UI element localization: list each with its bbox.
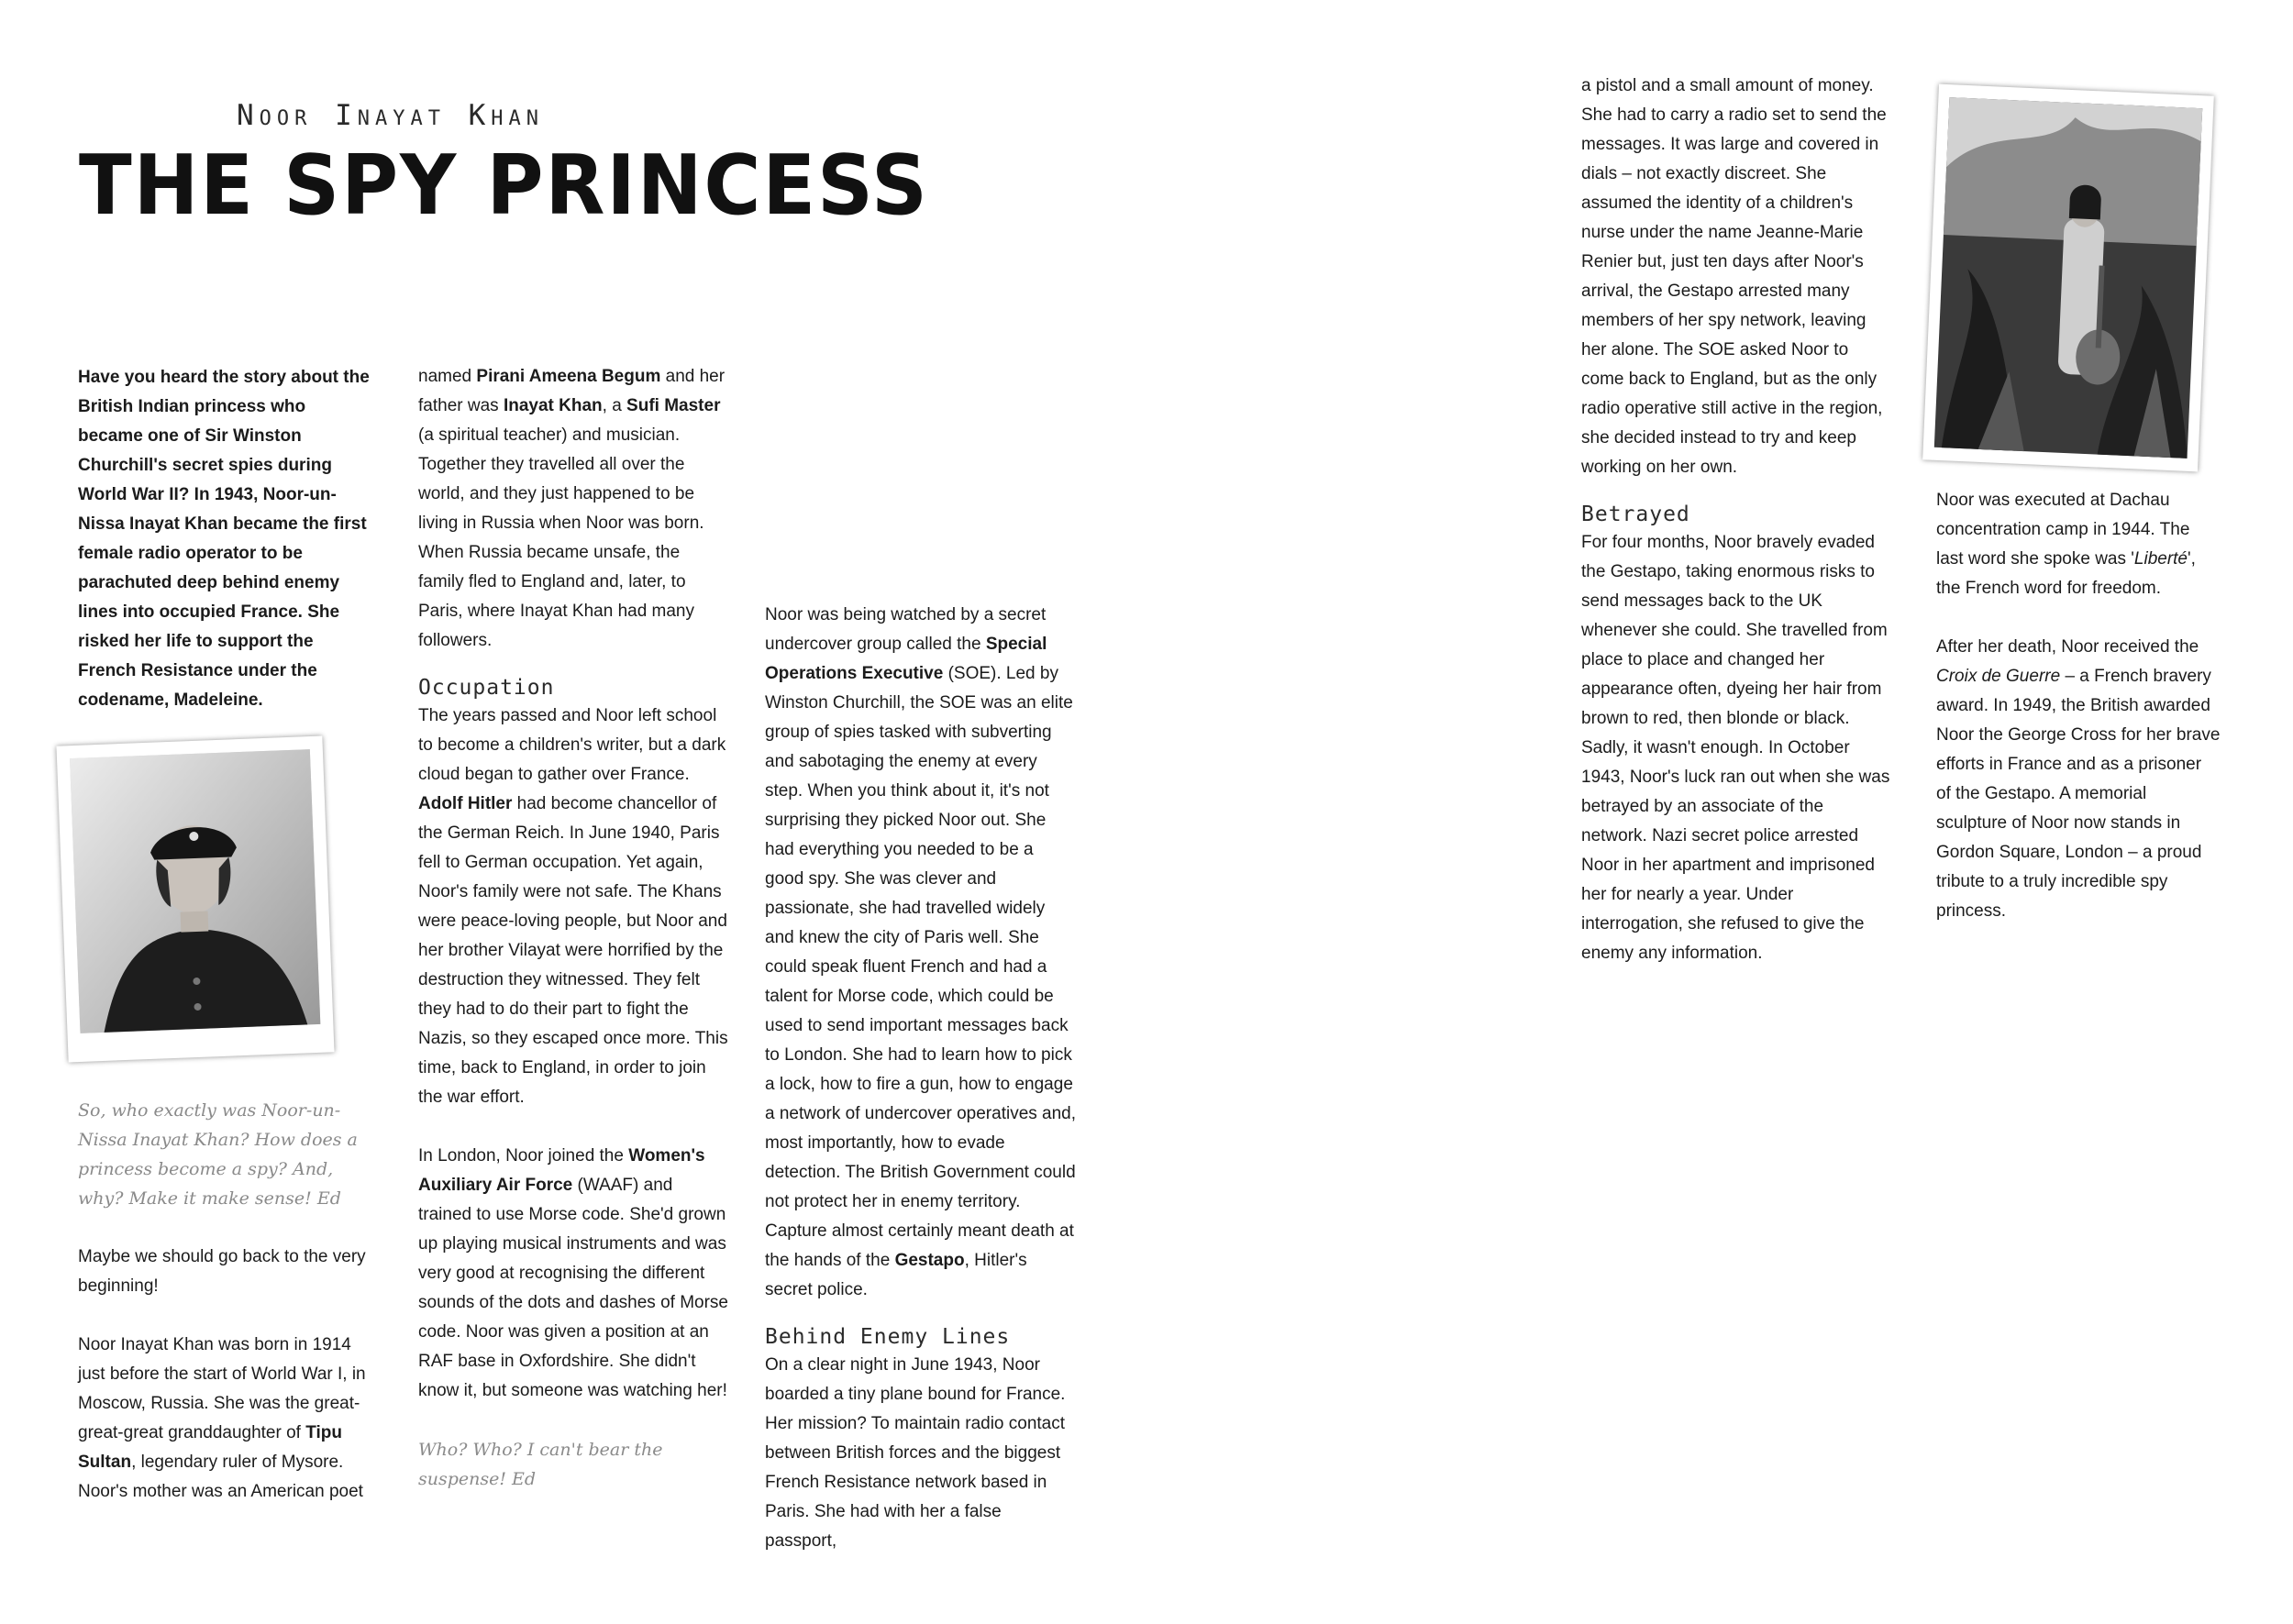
heading-betrayed: Betrayed	[1581, 503, 1690, 526]
heading-behind-enemy-lines: Behind Enemy Lines	[765, 1325, 1011, 1349]
paragraph-soe: Noor was being watched by a secret undercover group called the Special Operations Executive (SOE). Led by Winston Churchill, the SOE was an elite group of spies tasked with subverting and sabotaging the enemy at every step. When you think about it, it's not surprising they picked Noor out. She had everything you needed to be a good spy. She was clever and passionate, she had travelled widely and knew the city of Paris well. She could speak fluent French and had a talent for Morse code, which could be used to send important messages back to London. She had to learn how to pick a lock, how to fire a gun, how to engage a network of undercover operatives and, most importantly, how to evade detection. The British Government could not protect her in enemy territory. Capture almost certainly meant death at the hands of the Gestapo, Hitler's secret police.	[765, 605, 1077, 1299]
column-1	[78, 363, 371, 715]
portrait-garden-image	[1922, 84, 2214, 472]
editor-note-1: So, who exactly was Noor-un-Nissa Inayat Khan? How does a princess become a spy? And, why? Make it make sense! Ed	[78, 1100, 358, 1209]
column-1-lower	[78, 1096, 371, 1507]
paragraph-radio: a pistol and a small amount of money. She had to carry a radio set to send the messages. It was large and covered in dials – not exactly discreet. She assumed the identity of a children's nurse under the name Jeanne-Marie Renier but, just ten days after Noor's arrival, the Gestapo arrested many members of her spy network, leaving her alone. The SOE asked Noor to come back to England, but as the only radio operative still active in the region, she decided instead to try and keep working on her own.	[1581, 76, 1887, 477]
paragraph-occupation: The years passed and Noor left school to become a children's writer, but a dark cloud began to gather over France. Adolf Hitler had become chancellor of the German Reich. In June 1940, Paris fell to German occupation. Yet again, Noor's family were not safe. The Khans were peace-loving people, but Noor and her brother Vilayat were horrified by the destruction they witnessed. They felt they had to do their part to fight the Nazis, so they escaped once more. This time, back to England, in order to join the war effort.	[418, 706, 728, 1107]
paragraph-legacy: After her death, Noor received the Croix de Guerre – a French bravery award. In 1949, the British awarded Noor the George Cross for her brave efforts in France and as a prisoner of the Gestapo. A memorial sculpture of Noor now stands in Gordon Square, London – a proud tribute to a truly incredible spy princess.	[1936, 637, 2221, 921]
paragraph-parents: named Pirani Ameena Begum and her father was Inayat Khan, a Sufi Master (a spiritual teacher) and musician. Together they travelled all over the world, and they just happened to be living in Russia when Noor was born. When Russia became unsafe, the family fled to England and, later, to Paris, where Inayat Khan had many followers.	[418, 367, 726, 650]
intro-paragraph: Have you heard the story about the British Indian princess who became one of Sir Winston Churchill's secret spies during World War II? In 1943, Noor-un-Nissa Inayat Khan became the first female radio operator to be parachuted deep behind enemy lines into occupied France. She risked her life to support the French Resistance under the codename, Madeleine.	[78, 368, 370, 710]
portrait-uniform-image	[56, 736, 334, 1063]
portrait-photo-garden	[1922, 84, 2214, 472]
paragraph-beginning: Maybe we should go back to the very beginning!	[78, 1247, 366, 1296]
column-5	[1936, 486, 2221, 926]
column-4	[1581, 72, 1893, 968]
paragraph-dachau: Noor was executed at Dachau concentration camp in 1944. The last word she spoke was 'Liberté', the French word for freedom.	[1936, 491, 2196, 598]
paragraph-birth: Noor Inayat Khan was born in 1914 just before the start of World War I, in Moscow, Russia. She was the great-great-great granddaughter of Tipu Sultan, legendary ruler of Mysore. Noor's mother was an American poet	[78, 1335, 366, 1501]
column-2	[418, 362, 730, 1494]
paragraph-waaf: In London, Noor joined the Women's Auxiliary Air Force (WAAF) and trained to use Morse code. She'd grown up playing musical instruments and was very good at recognising the different sounds of the dots and dashes of Morse code. Noor was given a position at an RAF base in Oxfordshire. She didn't know it, but someone was watching her!	[418, 1146, 728, 1400]
page-subtitle: Noor Inayat Khan	[237, 99, 545, 132]
paragraph-mission: On a clear night in June 1943, Noor boarded a tiny plane bound for France. Her mission? To maintain radio contact between British forces and the biggest French Resistance network based in Paris. She had with her a false passport,	[765, 1355, 1066, 1551]
portrait-photo-uniform	[56, 736, 334, 1063]
column-3	[765, 601, 1077, 1556]
page-title: THE SPY PRINCESS	[79, 138, 929, 234]
paragraph-betrayed: For four months, Noor bravely evaded the Gestapo, taking enormous risks to send messages back to the UK whenever she could. She travelled from place to place and changed her appearance often, dyeing her hair from brown to red, then blonde or black. Sadly, it wasn't enough. In October 1943, Noor's luck ran out when she was betrayed by an associate of the network. Nazi secret police arrested Noor in her apartment and imprisoned her for nearly a year. Under interrogation, she refused to give the enemy any information.	[1581, 533, 1890, 963]
editor-note-2: Who? Who? I can't bear the suspense! Ed	[418, 1440, 663, 1489]
heading-occupation: Occupation	[418, 676, 555, 700]
